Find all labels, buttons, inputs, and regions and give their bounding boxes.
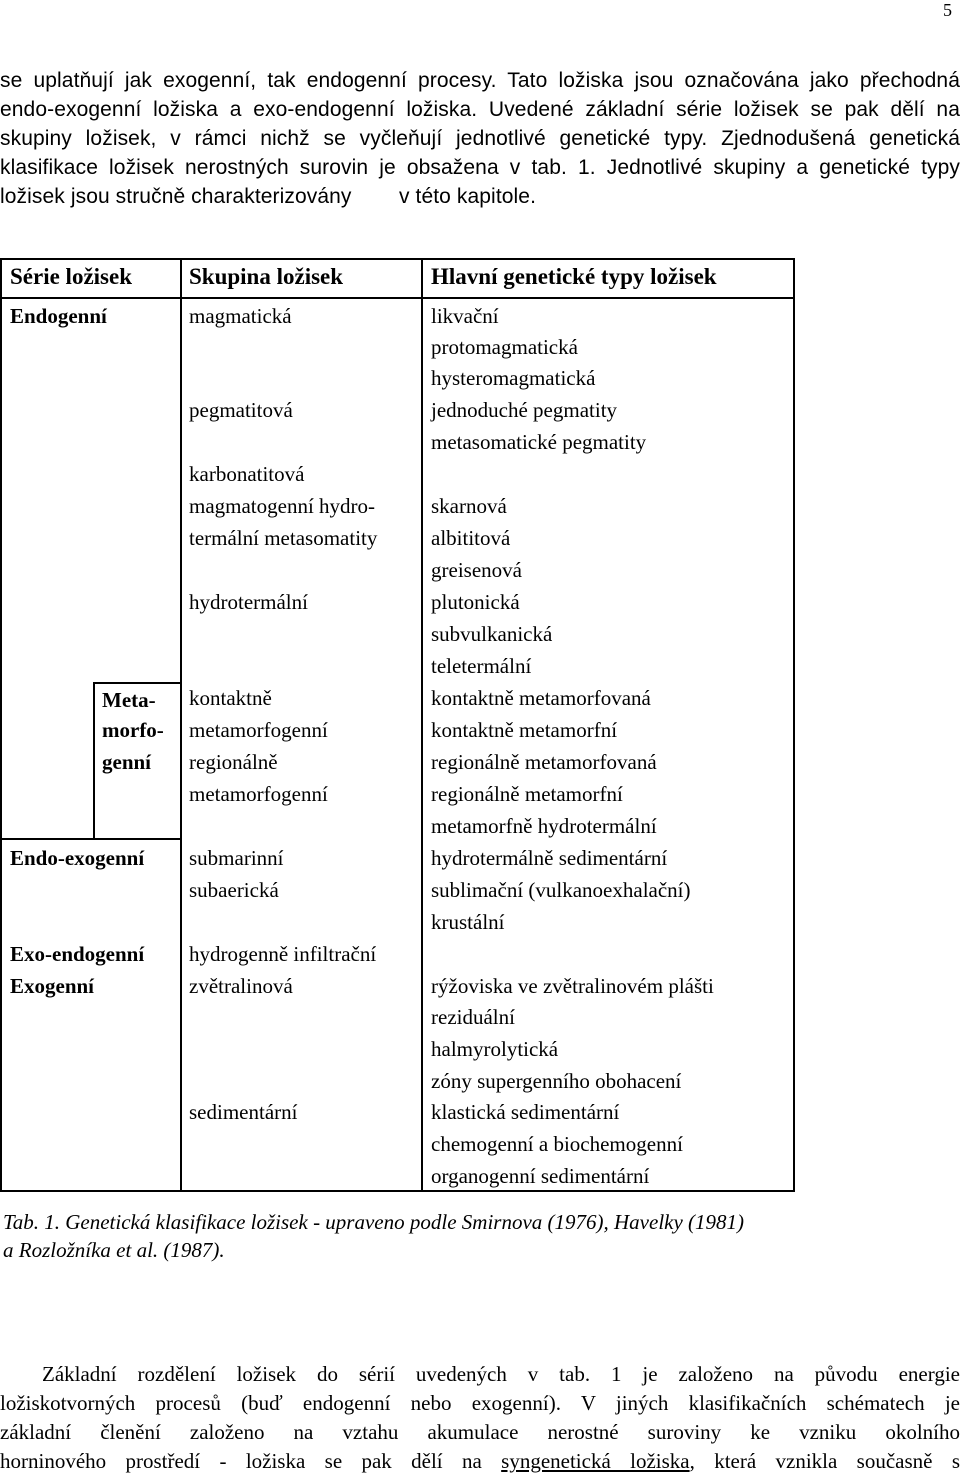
type-albititova: albititová: [431, 526, 511, 550]
type-organogenni: organogenní sedimentární: [431, 1164, 650, 1188]
type-chemogenni: chemogenní a biochemogenní: [431, 1132, 683, 1156]
type-kontaktne-metamorfni: kontaktně metamorfní: [431, 718, 618, 742]
page-number: 5: [943, 0, 952, 20]
group-magmatogenni-2: termální metasomatity: [189, 526, 378, 550]
type-metamorfne-hydrotermalni: metamorfně hydrotermální: [431, 814, 657, 838]
type-regionalne-metamorfni: regionálně metamorfní: [431, 782, 623, 806]
intro-line-2: endo-exogenní ložiska a exo-endogenní ložiska. Uvedené základní série ložisek se pak dělí na: [0, 98, 960, 121]
series-exogenni: Exogenní: [10, 974, 95, 998]
group-zvetralinova: zvětralinová: [189, 974, 293, 998]
type-kontaktne-metamorfovana: kontaktně metamorfovaná: [431, 686, 651, 710]
group-karbonatitova: karbonatitová: [189, 462, 305, 486]
type-skarnova: skarnová: [431, 494, 507, 518]
type-klasticka: klastická sedimentární: [431, 1100, 620, 1124]
group-regionalne-1: regionálně: [189, 750, 278, 774]
type-metasomaticke-pegmatity: metasomatické pegmatity: [431, 430, 647, 454]
type-plutonicka: plutonická: [431, 590, 520, 614]
table-left-border: [0, 258, 2, 1192]
type-rezidualni: reziduální: [431, 1005, 515, 1029]
type-zony-supergenniho: zóny supergenního obohacení: [431, 1069, 682, 1093]
group-regionalne-2: metamorfogenní: [189, 782, 328, 806]
table-right-border: [793, 258, 795, 1192]
outro-paragraph: [0, 1360, 960, 1476]
series-metamorfogenni-1: Meta-: [102, 688, 156, 712]
type-ryzoviska: rýžoviska ve zvětralinovém plášti: [431, 974, 714, 998]
type-hydrotermalne-sedimentarni: hydrotermálně sedimentární: [431, 846, 668, 870]
outro-line-4: horninového prostředí - ložiska se pak dělí na syngenetická ložiska, která vznikla současně s: [0, 1449, 960, 1473]
intro-line-1: se uplatňují jak exogenní, tak endogenní procesy. Tato ložiska jsou označována jako přechodná: [0, 69, 960, 92]
type-teletermalni: teletermální: [431, 654, 532, 678]
table-top-border: [0, 258, 795, 260]
series-endogenni: Endogenní: [10, 304, 107, 328]
intro-line-3: skupiny ložisek, v rámci nichž se vyčleňují jednotlivé genetické typy. Zjednodušená genetická: [0, 127, 960, 150]
type-likvacni: likvační: [431, 304, 499, 328]
header-series: Série ložisek: [10, 264, 132, 289]
intro-line-4: klasifikace ložisek nerostných surovin je obsažena v tab. 1. Jednotlivé skupiny a genetické typy: [0, 156, 960, 179]
series-exo-endogenni: Exo-endogenní: [10, 942, 145, 966]
series-metamorfogenni-2: morfo-: [102, 718, 164, 742]
type-hysteromagmaticka: hysteromagmatická: [431, 366, 596, 390]
caption-line-1: Tab. 1. Genetická klasifikace ložisek - upraveno podle Smirnova (1976), Havelky (1981): [3, 1210, 745, 1234]
header-types: Hlavní genetické typy ložisek: [431, 264, 717, 289]
type-protomagmaticka: protomagmatická: [431, 335, 578, 359]
table-caption: [3, 1208, 744, 1264]
group-magmaticka: magmatická: [189, 304, 292, 328]
type-regionalne-metamorfovana: regionálně metamorfovaná: [431, 750, 657, 774]
group-submarinni: submarinní: [189, 846, 284, 870]
meta-left-border: [93, 682, 95, 840]
group-hydrotermalni: hydrotermální: [189, 590, 308, 614]
outro-line-1: Základní rozdělení ložisek do sérií uvedených v tab. 1 je založeno na původu energie: [42, 1362, 960, 1386]
series-endo-exogenni: Endo-exogenní: [10, 846, 145, 870]
type-subvulkanicka: subvulkanická: [431, 622, 553, 646]
syngeneticka-link[interactable]: syngenetická ložiska: [501, 1449, 690, 1473]
table-bottom-border: [0, 1190, 795, 1192]
caption-line-2: a Rozložníka et al. (1987).: [3, 1238, 225, 1262]
header-group: Skupina ložisek: [189, 264, 344, 289]
table-header-divider: [0, 297, 795, 299]
type-greisenova: greisenová: [431, 558, 522, 582]
group-sedimentarni: sedimentární: [189, 1100, 298, 1124]
table-col-divider-2: [421, 258, 423, 1192]
table-col-divider-1: [180, 258, 182, 1192]
type-jednoduche-pegmatity: jednoduché pegmatity: [431, 398, 618, 422]
outro-line-3: základní členění založeno na vztahu akumulace nerostné suroviny ke vzniku okolního: [0, 1420, 960, 1444]
intro-line-5: ložisek jsou stručně charakterizovány v této kapitole.: [0, 185, 537, 208]
intro-paragraph: [0, 66, 960, 211]
group-hydrogenne: hydrogenně infiltrační: [189, 942, 377, 966]
series-metamorfogenni-3: genní: [102, 750, 152, 774]
group-subaericka: subaerická: [189, 878, 279, 902]
group-magmatogenni-1: magmatogenní hydro-: [189, 494, 376, 518]
outro-line-2: ložiskotvorných procesů (buď endogenní nebo exogenní). V jiných klasifikačních schématech je: [0, 1391, 960, 1415]
group-kontaktne-2: metamorfogenní: [189, 718, 328, 742]
meta-bottom-border: [0, 838, 182, 840]
type-krustalni: krustální: [431, 910, 505, 934]
group-pegmatitova: pegmatitová: [189, 398, 293, 422]
type-sublimacni: sublimační (vulkanoexhalační): [431, 878, 691, 902]
group-kontaktne-1: kontaktně: [189, 686, 272, 710]
type-halmyrolyticka: halmyrolytická: [431, 1037, 559, 1061]
